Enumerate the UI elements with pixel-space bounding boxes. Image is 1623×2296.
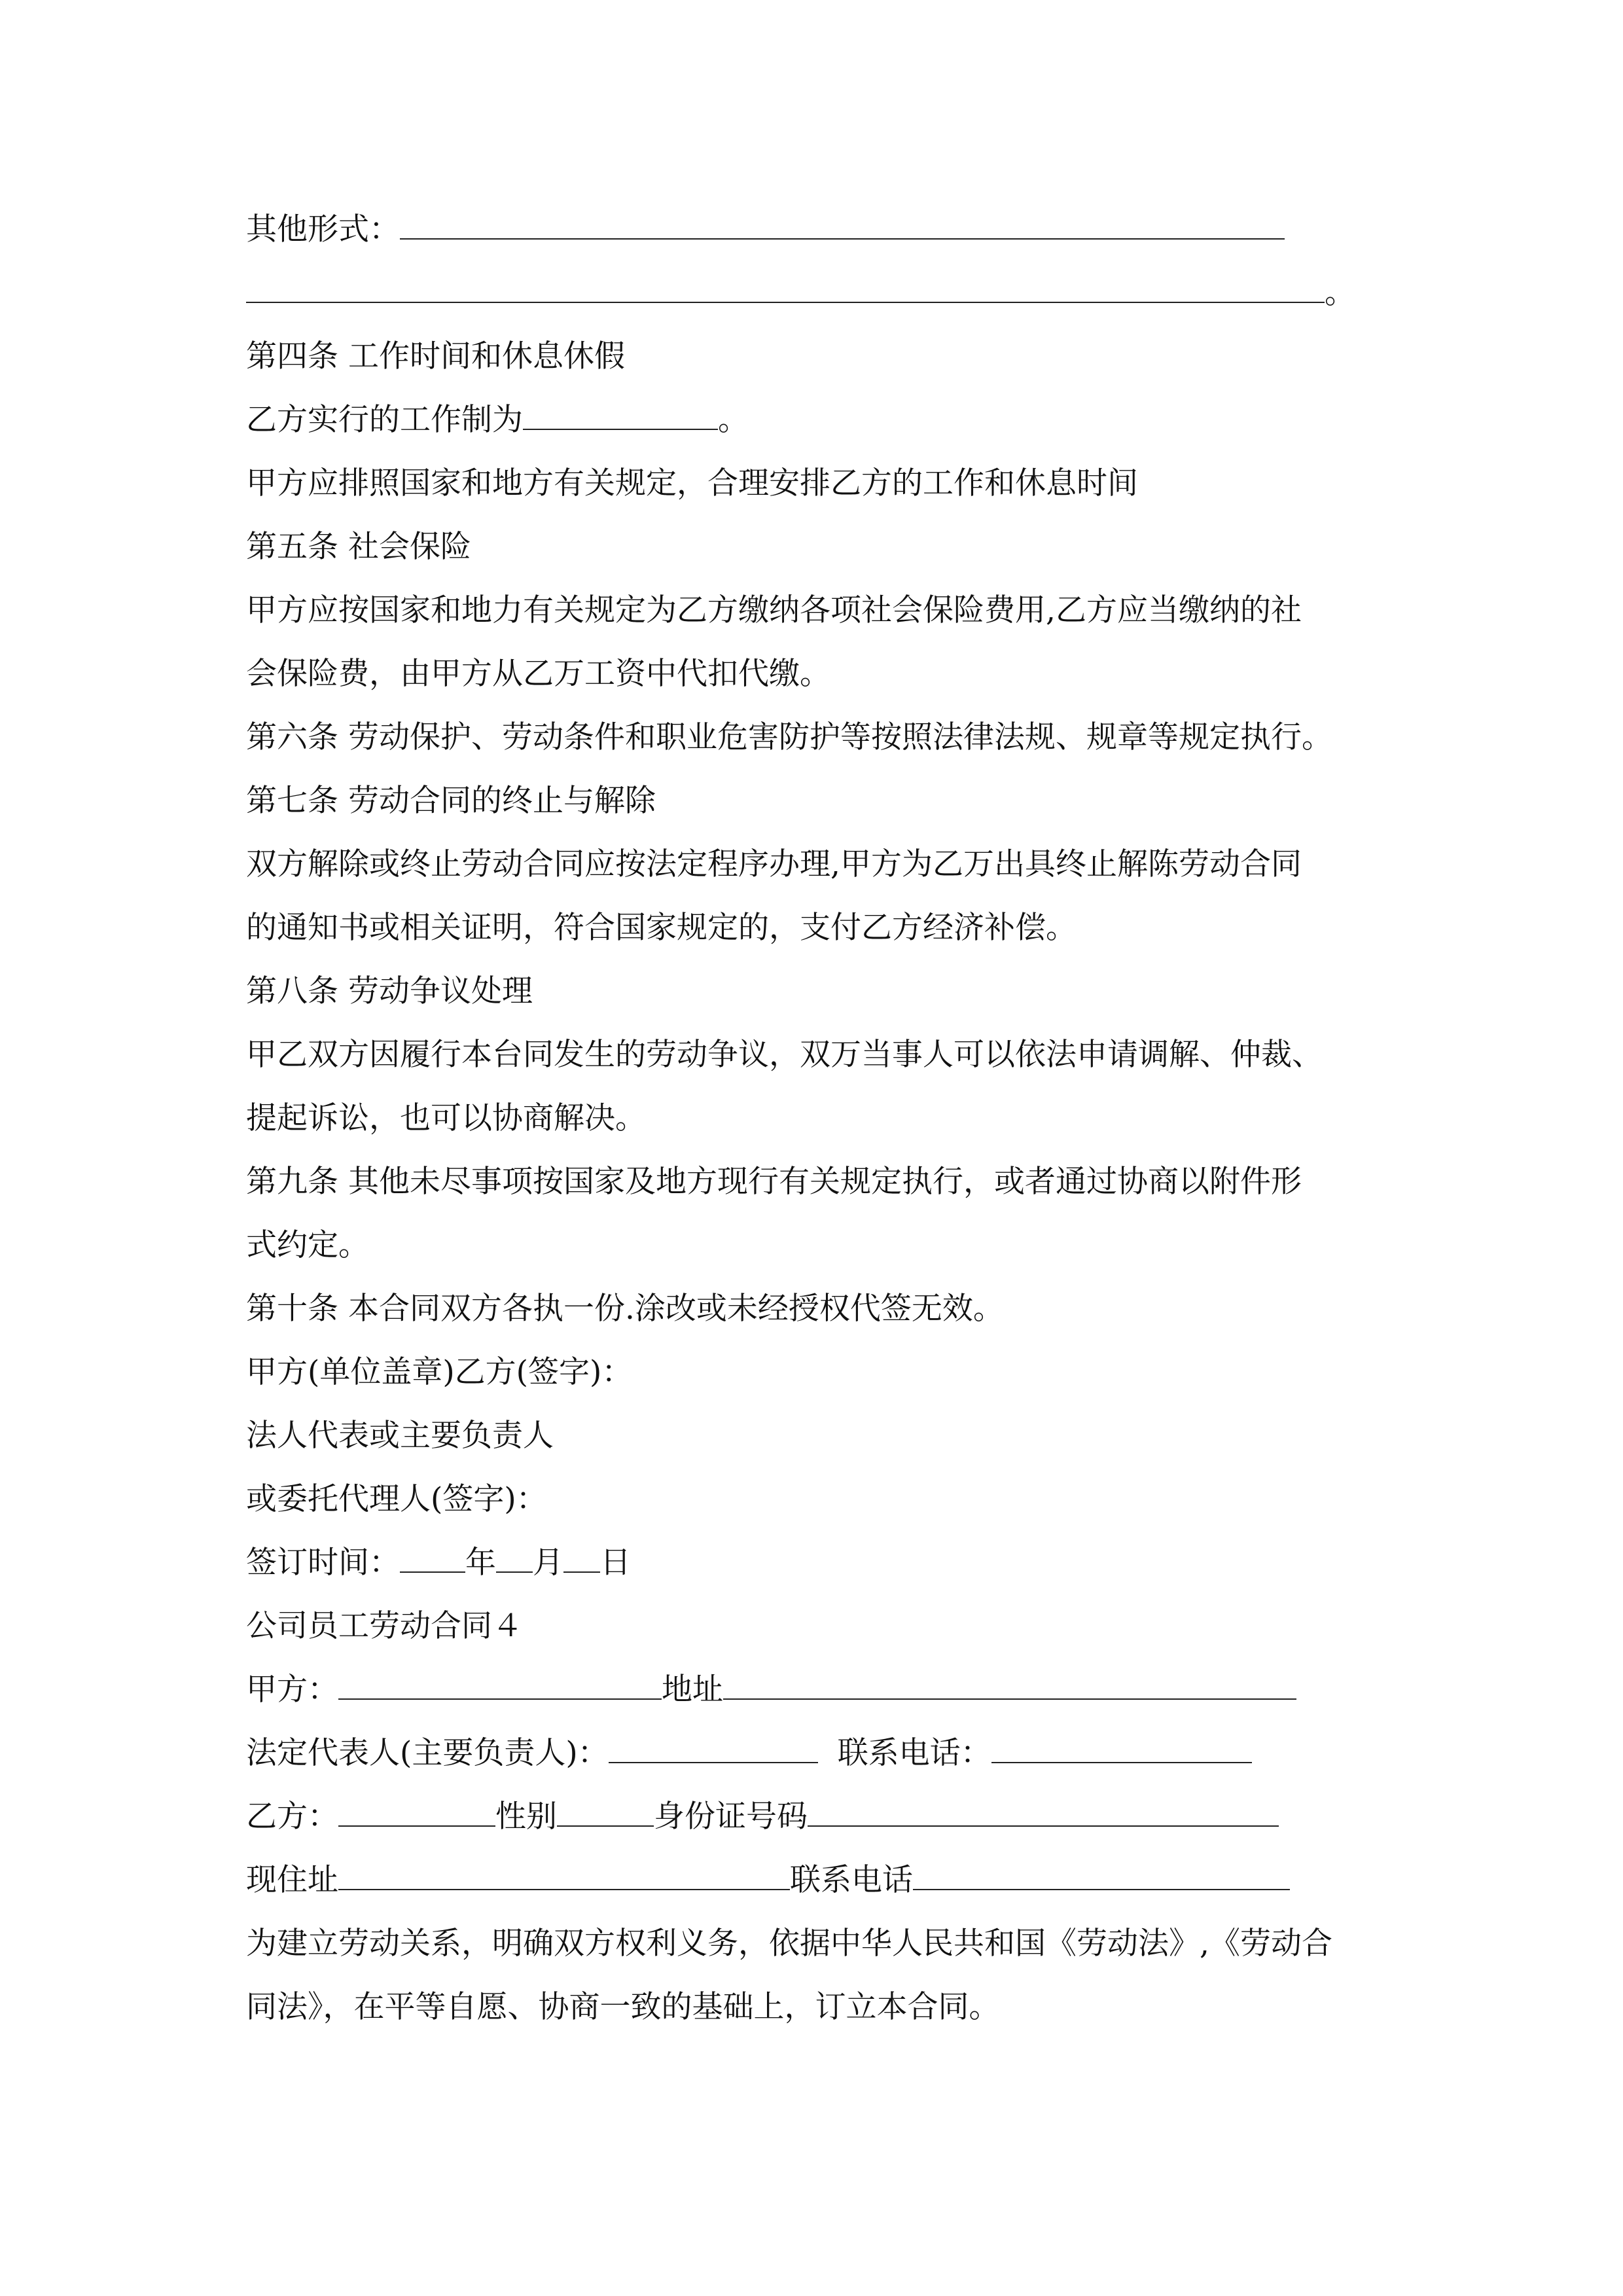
address-phone-label: 联系电话 bbox=[790, 1862, 913, 1898]
party-a-blank[interactable] bbox=[338, 1670, 662, 1700]
signature-agent: 或委托代理人(签字)： bbox=[246, 1481, 547, 1517]
party-b-gender-label: 性别 bbox=[495, 1799, 557, 1835]
other-form-line bbox=[246, 198, 1411, 261]
article-5-title: 第五条 社会保险 bbox=[246, 529, 471, 565]
article-10: 第十条 本合同双方各执一份.涂改或未经授权代签无效。 bbox=[246, 1291, 1004, 1327]
article-9-line-2: 式约定。 bbox=[246, 1227, 369, 1263]
address-line bbox=[246, 1848, 1411, 1912]
other-form-blank-2[interactable] bbox=[246, 273, 1325, 303]
party-b-id-blank[interactable] bbox=[808, 1797, 1279, 1827]
address-blank[interactable] bbox=[338, 1860, 790, 1890]
party-a-address-label: 地址 bbox=[662, 1672, 723, 1708]
party-b-gender-blank[interactable] bbox=[557, 1797, 654, 1827]
other-form-end: 。 bbox=[1325, 275, 1355, 311]
paragraph-dispute-1: 甲乙双方因履行本台同发生的劳动争议，双万当事人可以依法申请调解、仲裁、 bbox=[246, 1037, 1323, 1073]
party-b-line bbox=[246, 1785, 1411, 1848]
signature-parties: 甲方(单位盖章)乙方(签字)： bbox=[246, 1354, 633, 1390]
legal-rep-phone-blank[interactable] bbox=[991, 1733, 1252, 1763]
party-a-label: 甲方： bbox=[246, 1672, 338, 1708]
legal-rep-label: 法定代表人(主要负责人)： bbox=[246, 1735, 609, 1771]
paragraph-dispute-2: 提起诉讼，也可以协商解决。 bbox=[246, 1100, 646, 1136]
paragraph-insurance-1: 甲方应按国家和地力有关规定为乙方缴纳各项社会保险费用,乙方应当缴纳的社 bbox=[246, 592, 1302, 628]
work-system-line bbox=[246, 388, 1411, 452]
other-form-label: 其他形式： bbox=[246, 211, 400, 247]
legal-rep-blank[interactable] bbox=[609, 1733, 818, 1763]
contract-4-title: 公司员工劳动合同４ bbox=[246, 1608, 523, 1644]
work-system-label: 乙方实行的工作制为 bbox=[246, 402, 523, 438]
article-8-title: 第八条 劳动争议处理 bbox=[246, 973, 533, 1009]
paragraph-insurance-2: 会保险费，由甲方从乙万工资中代扣代缴。 bbox=[246, 656, 830, 692]
work-system-blank[interactable] bbox=[523, 400, 718, 430]
sign-day-label: 日 bbox=[600, 1545, 631, 1581]
paragraph-termination-2: 的通知书或相关证明，符合国家规定的，支付乙方经济补偿。 bbox=[246, 910, 1077, 946]
legal-rep-phone-label: 联系电话： bbox=[837, 1735, 991, 1771]
sign-date-label: 签订时间： bbox=[246, 1545, 400, 1581]
intro-paragraph-2: 同法》，在平等自愿、协商一致的基础上，订立本合同。 bbox=[246, 1989, 1000, 2025]
signature-legal-rep: 法人代表或主要负责人 bbox=[246, 1418, 554, 1454]
article-9-line-1: 第九条 其他未尽事项按国家及地方现行有关规定执行，或者通过协商以附件形 bbox=[246, 1164, 1302, 1200]
paragraph-work-hours: 甲方应排照国家和地方有关规定，合理安排乙方的工作和休息时间 bbox=[246, 465, 1138, 501]
sign-year-label: 年 bbox=[465, 1545, 496, 1581]
other-form-blank[interactable] bbox=[400, 209, 1285, 240]
address-label: 现住址 bbox=[246, 1862, 338, 1898]
party-b-label: 乙方： bbox=[246, 1799, 338, 1835]
legal-rep-line bbox=[246, 1721, 1411, 1785]
party-b-id-label: 身份证号码 bbox=[654, 1799, 808, 1835]
other-form-line-2 bbox=[246, 261, 1411, 325]
article-4-title: 第四条 工作时间和休息休假 bbox=[246, 338, 625, 374]
document-body bbox=[246, 198, 1411, 2039]
sign-month-label: 月 bbox=[533, 1545, 563, 1581]
article-6: 第六条 劳动保护、劳动条件和职业危害防护等按照法律法规、规章等规定执行。 bbox=[246, 719, 1332, 755]
party-a-line bbox=[246, 1658, 1411, 1721]
work-system-end: 。 bbox=[718, 402, 749, 438]
party-a-address-blank[interactable] bbox=[723, 1670, 1296, 1700]
sign-date-line bbox=[246, 1531, 1411, 1594]
sign-day-blank[interactable] bbox=[563, 1543, 600, 1573]
intro-paragraph-1: 为建立劳动关系，明确双方权利义务，依据中华人民共和国《劳动法》,《劳动合 bbox=[246, 1926, 1332, 1962]
sign-month-blank[interactable] bbox=[496, 1543, 533, 1573]
paragraph-termination-1: 双方解除或终止劳动合同应按法定程序办理,甲方为乙万出具终止解陈劳动合同 bbox=[246, 846, 1302, 882]
article-7-title: 第七条 劳动合同的终止与解除 bbox=[246, 783, 656, 819]
address-phone-blank[interactable] bbox=[913, 1860, 1290, 1890]
sign-year-blank[interactable] bbox=[400, 1543, 465, 1573]
party-b-blank[interactable] bbox=[338, 1797, 495, 1827]
